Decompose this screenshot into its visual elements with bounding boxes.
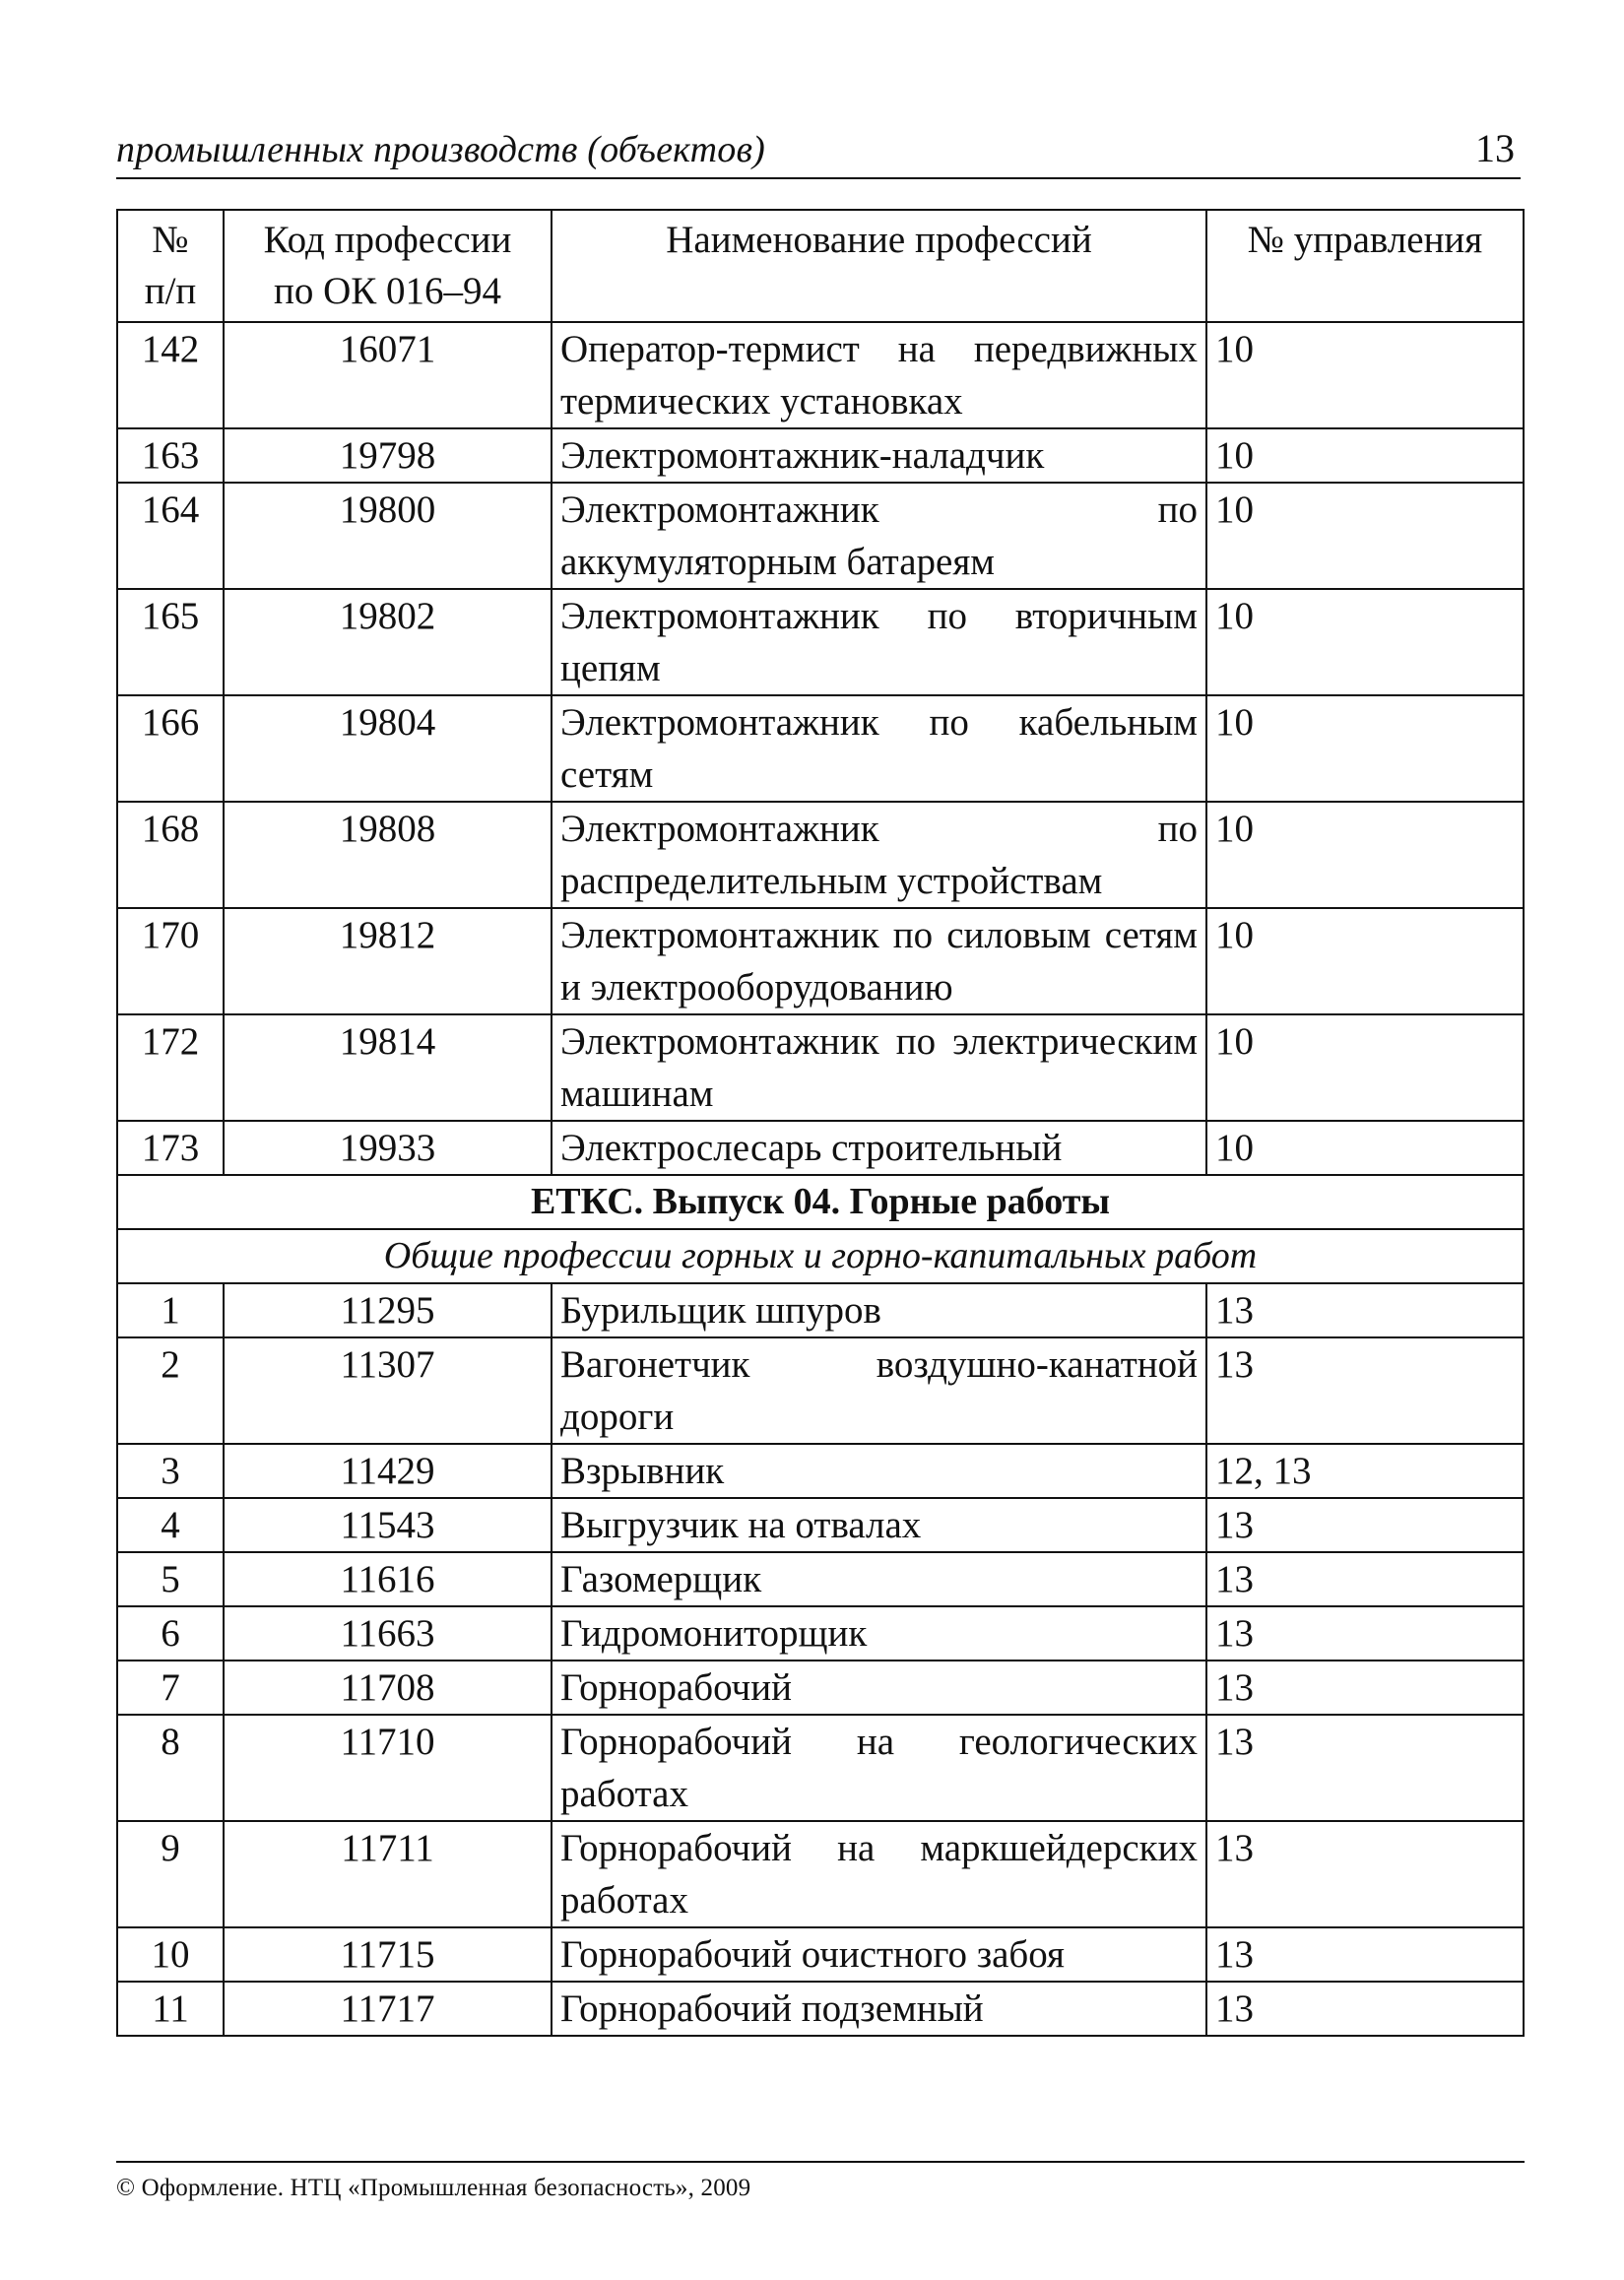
table-row [117,1283,1524,1337]
department-number: 12, 13 [1206,1444,1524,1498]
profession-name: Электрослесарь строительный [552,1121,1206,1175]
profession-name: Горнорабочий на геологических работах [552,1715,1206,1821]
row-number: 9 [117,1821,224,1927]
profession-name: Горнорабочий [552,1661,1206,1715]
table-row [117,1498,1524,1552]
table-row [117,908,1524,1014]
department-number: 13 [1206,1337,1524,1444]
profession-name: Электромонтажник по вторичным цепям [552,589,1206,695]
department-number: 13 [1206,1927,1524,1982]
row-number: 1 [117,1283,224,1337]
row-number: 4 [117,1498,224,1552]
profession-code: 11708 [224,1661,552,1715]
profession-code: 11307 [224,1337,552,1444]
professions-table [116,209,1525,2037]
subsection-title: Общие профессии горных и горно-капитальных работ [117,1229,1524,1283]
table-row [117,1982,1524,2036]
profession-code: 11295 [224,1283,552,1337]
footer-divider [116,2161,1525,2163]
profession-code: 11543 [224,1498,552,1552]
row-number: 173 [117,1121,224,1175]
row-number: 3 [117,1444,224,1498]
running-header [116,126,1521,179]
table-header [117,210,1524,322]
profession-name: Горнорабочий на маркшейдерских работах [552,1821,1206,1927]
row-number: 11 [117,1982,224,2036]
row-number: 10 [117,1927,224,1982]
row-number: 168 [117,802,224,908]
section-row [117,1175,1524,1229]
table-row [117,1121,1524,1175]
profession-name: Гидромониторщик [552,1606,1206,1661]
table-row [117,695,1524,802]
profession-name: Электромонтажник по кабельным сетям [552,695,1206,802]
table-row [117,589,1524,695]
profession-code: 19814 [224,1014,552,1121]
profession-code: 19804 [224,695,552,802]
row-number: 6 [117,1606,224,1661]
department-number: 10 [1206,483,1524,589]
table-row [117,1014,1524,1121]
section-title: ЕТКС. Выпуск 04. Горные работы [117,1175,1524,1229]
table-section [117,1175,1524,1283]
column-header-code-line2: по ОК 016–94 [273,270,502,312]
profession-name: Выгрузчик на отвалах [552,1498,1206,1552]
profession-code: 19802 [224,589,552,695]
table-row [117,483,1524,589]
profession-name: Газомерщик [552,1552,1206,1606]
department-number: 10 [1206,695,1524,802]
table-row [117,428,1524,483]
table-row [117,1337,1524,1444]
department-number: 13 [1206,1982,1524,2036]
row-number: 163 [117,428,224,483]
column-header-number-line2: п/п [144,270,197,312]
row-number: 164 [117,483,224,589]
table-row [117,322,1524,428]
profession-code: 11429 [224,1444,552,1498]
table-row [117,1606,1524,1661]
department-number: 10 [1206,428,1524,483]
profession-name: Горнорабочий подземный [552,1982,1206,2036]
profession-name: Электромонтажник-наладчик [552,428,1206,483]
profession-name: Оператор-термист на передвижных термических установках [552,322,1206,428]
running-title: промышленных производств (объектов) [116,129,766,170]
table-row [117,1661,1524,1715]
table-row [117,802,1524,908]
table-body-part1 [117,322,1524,1175]
profession-name: Вагонетчик воздушно-канатной дороги [552,1337,1206,1444]
profession-code: 11711 [224,1821,552,1927]
profession-name: Электромонтажник по распределительным устройствам [552,802,1206,908]
column-header-code [224,210,552,322]
row-number: 142 [117,322,224,428]
department-number: 13 [1206,1715,1524,1821]
department-number: 10 [1206,1121,1524,1175]
table-row [117,1927,1524,1982]
table-row [117,1715,1524,1821]
column-header-name: Наименование профессий [552,210,1206,322]
table-row [117,1821,1524,1927]
subsection-row [117,1229,1524,1283]
department-number: 13 [1206,1283,1524,1337]
footer-copyright: © Оформление. НТЦ «Промышленная безопасность», 2009 [116,2175,751,2201]
profession-name: Горнорабочий очистного забоя [552,1927,1206,1982]
profession-code: 11717 [224,1982,552,2036]
department-number: 10 [1206,322,1524,428]
department-number: 13 [1206,1661,1524,1715]
table-header-row [117,210,1524,322]
profession-code: 19933 [224,1121,552,1175]
department-number: 13 [1206,1606,1524,1661]
profession-code: 19808 [224,802,552,908]
profession-code: 19812 [224,908,552,1014]
row-number: 5 [117,1552,224,1606]
profession-code: 11663 [224,1606,552,1661]
profession-name: Электромонтажник по силовым сетям и электрооборудованию [552,908,1206,1014]
row-number: 166 [117,695,224,802]
row-number: 172 [117,1014,224,1121]
department-number: 10 [1206,908,1524,1014]
department-number: 13 [1206,1821,1524,1927]
department-number: 10 [1206,589,1524,695]
profession-name: Взрывник [552,1444,1206,1498]
column-header-number [117,210,224,322]
table-row [117,1444,1524,1498]
row-number: 170 [117,908,224,1014]
profession-code: 16071 [224,322,552,428]
row-number: 2 [117,1337,224,1444]
department-number: 13 [1206,1498,1524,1552]
profession-code: 19798 [224,428,552,483]
profession-name: Электромонтажник по аккумуляторным батареям [552,483,1206,589]
column-header-number-line1: № [152,219,189,261]
column-header-department: № управления [1206,210,1524,322]
row-number: 165 [117,589,224,695]
page-number: 13 [1475,126,1515,170]
profession-code: 11710 [224,1715,552,1821]
column-header-code-line1: Код профессии [263,219,512,261]
profession-name: Бурильщик шпуров [552,1283,1206,1337]
profession-name: Электромонтажник по электрическим машинам [552,1014,1206,1121]
department-number: 10 [1206,802,1524,908]
row-number: 7 [117,1661,224,1715]
table-body-part2 [117,1283,1524,2036]
profession-code: 19800 [224,483,552,589]
row-number: 8 [117,1715,224,1821]
profession-code: 11715 [224,1927,552,1982]
department-number: 13 [1206,1552,1524,1606]
profession-code: 11616 [224,1552,552,1606]
department-number: 10 [1206,1014,1524,1121]
table-row [117,1552,1524,1606]
